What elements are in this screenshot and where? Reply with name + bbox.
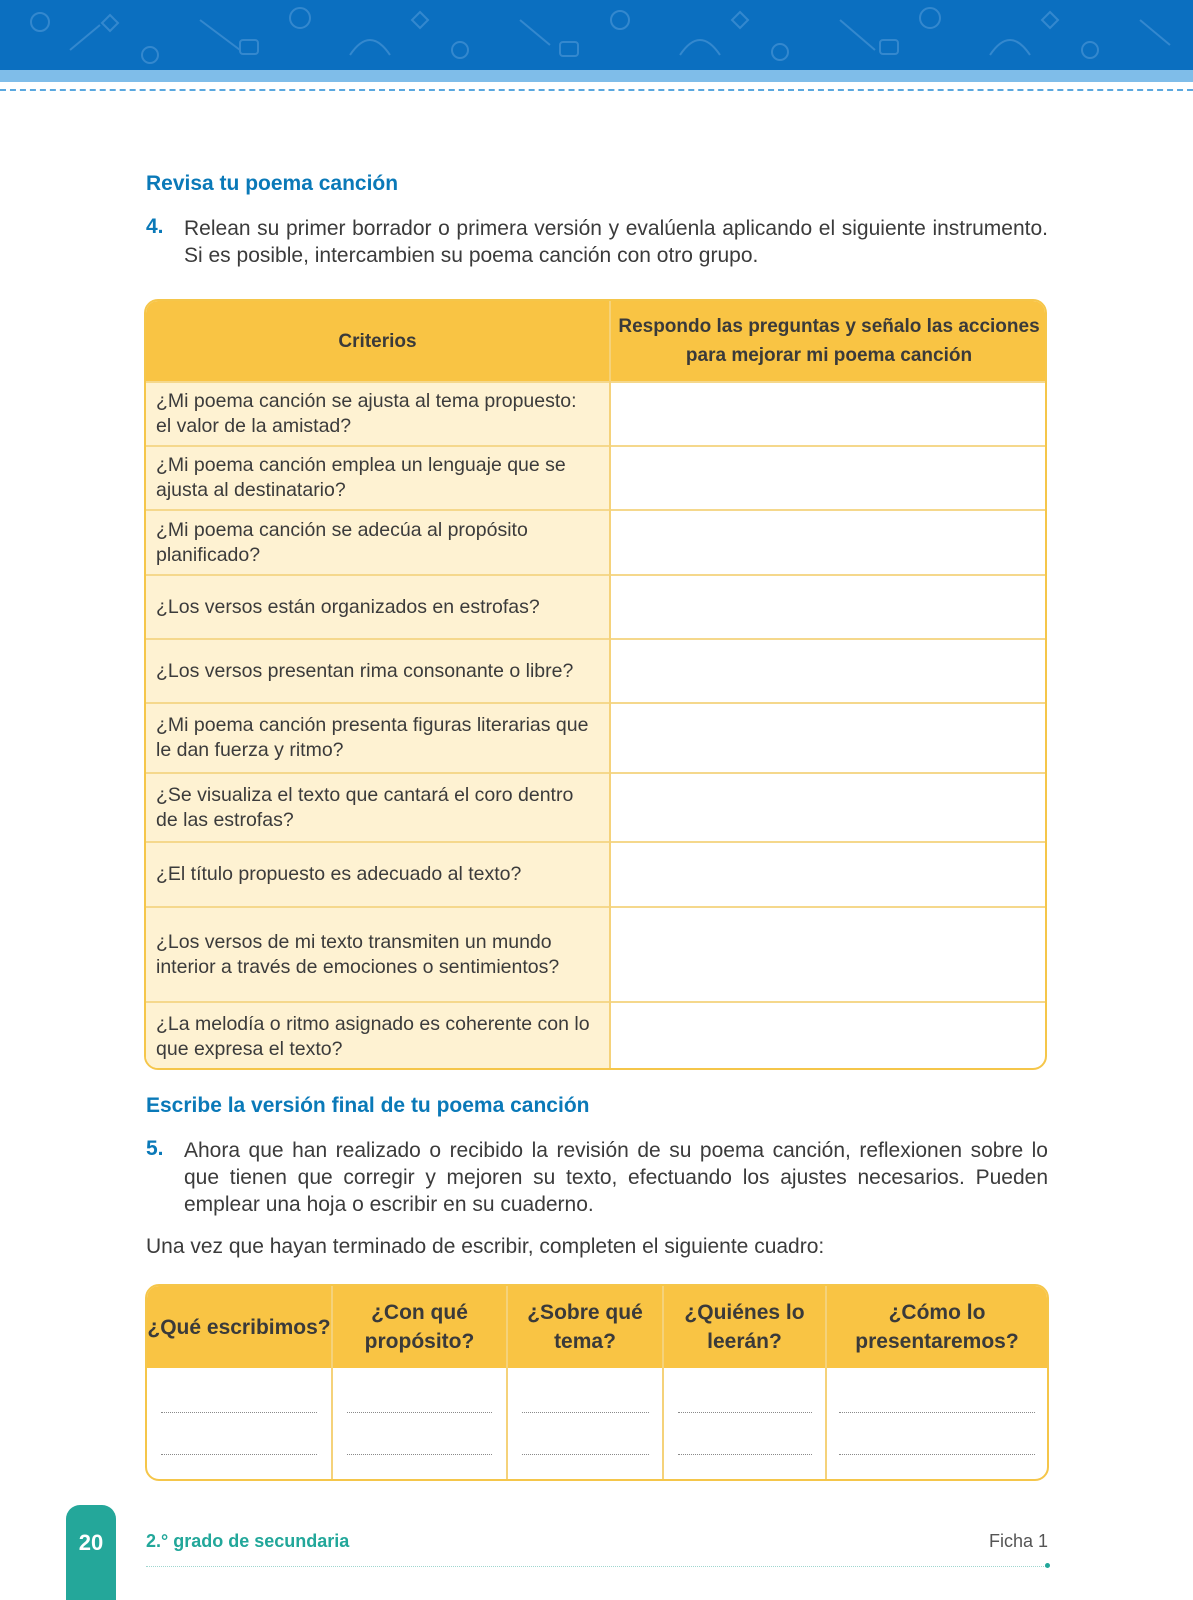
table-row [146,702,1045,772]
page-number: 20 [78,1530,104,1555]
item-text-4: Relean su primer borrador o primera versión y evalúenla aplicando el siguiente instrumento. Si es posible, intercambien su poema canción con otro grupo. [184,217,1048,267]
footer-grade: 2.° grado de secundaria [146,1531,350,1551]
answer-line[interactable] [347,1454,492,1455]
criterion-text: ¿Mi poema canción emplea un lenguaje que se ajusta al destinatario? [146,447,609,509]
column-que-escribimos [147,1286,331,1479]
criterion-text: ¿Los versos presentan rima consonante o libre? [146,640,609,702]
header-dashed-divider [0,89,1193,91]
answer-line[interactable] [347,1412,492,1413]
school-doodles-icon [0,0,1193,74]
header-band [0,0,1193,74]
answer-line[interactable] [678,1454,812,1455]
criterios-header: Criterios [338,330,417,352]
answer-line[interactable] [522,1454,649,1455]
header-tema: ¿Sobre qué tema? [527,1301,643,1353]
section-title-escribe: Escribe la versión final de tu poema canción [146,1094,590,1117]
criterion-text: ¿Mi poema canción presenta figuras literarias que le dan fuerza y ritmo? [146,704,609,772]
table-row [146,381,1045,445]
header-como: ¿Cómo lo presentaremos? [855,1301,1019,1353]
table-row [146,1001,1045,1070]
answer-line[interactable] [678,1412,812,1413]
table-row [146,841,1045,906]
column-proposito [333,1286,506,1479]
instruction-text: Una vez que hayan terminado de escribir, completen el siguiente cuadro: [146,1235,825,1258]
column-como [827,1286,1047,1479]
criterion-text: ¿Los versos están organizados en estrofas? [146,576,609,638]
respuestas-header: Respondo las preguntas y señalo las acciones para mejorar mi poema canción [618,316,1040,366]
answer-line[interactable] [839,1454,1035,1455]
criterion-text: ¿La melodía o ritmo asignado es coherente con lo que expresa el texto? [146,1003,609,1070]
table-row [146,574,1045,638]
item-number-5: 5. [146,1137,164,1160]
criterion-text: ¿Mi poema canción se adecúa al propósito planificado? [146,511,609,574]
header-proposito: ¿Con qué propósito? [364,1301,475,1353]
header-que-escribimos: ¿Qué escribimos? [147,1315,331,1339]
header-light-stripe [0,70,1193,82]
answer-line[interactable] [161,1412,317,1413]
criterion-text: ¿Se visualiza el texto que cantará el coro dentro de las estrofas? [146,774,609,841]
answer-line[interactable] [161,1454,317,1455]
table-row [146,509,1045,574]
answer-line[interactable] [839,1412,1035,1413]
table-row [146,772,1045,841]
table-row [146,906,1045,1001]
evaluation-table [144,299,1047,1070]
summary-table [145,1284,1049,1481]
table-row [146,445,1045,509]
item-text-5: Ahora que han realizado o recibido la revisión de su poema canción, reflexionen sobre lo que tienen que corregir y mejoren su texto, efectuando los ajustes necesarios. Pueden emplear una hoja o escribir en su cuaderno. [184,1139,1048,1216]
answer-line[interactable] [522,1412,649,1413]
footer-ficha: Ficha 1 [988,1531,1048,1551]
item-number-4: 4. [146,215,164,238]
criterion-text: ¿Los versos de mi texto transmiten un mundo interior a través de emociones o sentimientos? [146,908,609,1001]
footer-dotted-line [146,1566,1048,1567]
section-title-revisa: Revisa tu poema canción [146,172,399,195]
criterion-text: ¿El título propuesto es adecuado al texto? [146,843,609,906]
criterion-text: ¿Mi poema canción se ajusta al tema propuesto: el valor de la amistad? [146,383,609,445]
column-divider [609,301,611,1068]
footer-dot-icon [1045,1563,1050,1568]
table-row [146,638,1045,702]
column-quienes [664,1286,825,1479]
header-quienes: ¿Quiénes lo leerán? [684,1301,805,1353]
column-tema [508,1286,662,1479]
